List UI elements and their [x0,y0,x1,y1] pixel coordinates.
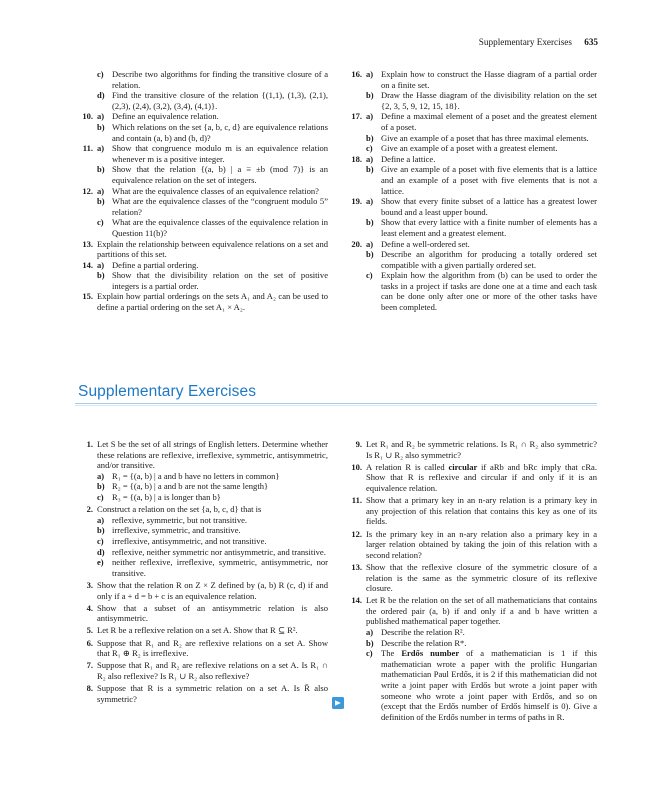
part-text: Describe the relation R². [381,627,465,638]
exercise-number: 2. [86,504,93,515]
exercise-part [344,154,597,165]
part-label: e) [97,557,104,568]
supplementary-right-column [344,439,597,724]
exercise-part [97,481,328,492]
review-questions-left-column [75,69,328,313]
exercise-2 [75,504,328,515]
spacer [344,722,597,724]
part-label: c) [97,491,104,502]
exercise-number: 3. [86,579,93,590]
exercise-text: Let R be a reflexive relation on a set A. Show that R ⊆ R². [97,625,298,636]
part-text [381,648,597,722]
exercise-number: 20. [351,238,362,249]
exercise-number: 12. [351,528,362,539]
exercise-number: 12. [82,185,93,196]
exercise-text: Is the primary key in an n-ary relation also a primary key in a larger relation obtained by taking the join of this relation with a second relation? [366,528,597,560]
part-label: a) [366,69,374,79]
exercise-part [75,143,328,164]
part-label: b) [97,525,105,536]
defined-term: Erdős number [401,648,460,659]
exercise-8 [75,683,328,704]
part-text: What are the equivalence classes of an equivalence relation? [112,185,319,196]
exercise-number: 9. [355,439,362,449]
supplementary-left-column [75,439,328,706]
part-text: Give an example of a poset that has three maximal elements. [381,132,589,143]
exercise-part [97,196,328,217]
exercise-5 [75,625,328,636]
part-label: b) [366,132,374,143]
exercise-text: Show that a subset of an antisymmetric relation is also antisymmetric. [97,602,328,624]
part-label: c) [366,143,373,154]
exercise-number: 16. [351,69,362,79]
exercise-number: 14. [351,595,362,606]
exercise-text: Suppose that R₁ and R₂ are reflexive relations on a set A. Show that R₁ ⊕ R₂ is irreflexive. [97,637,328,659]
exercise-number: 5. [86,625,93,636]
part-label: c) [366,270,373,281]
part-text: Show that every finite subset of a lattice has a greatest lower bound and a least upper bound. [381,196,597,217]
part-label: d) [97,546,105,557]
part-text: Explain how to construct the Hasse diagram of a partial order on a finite set. [381,69,597,90]
exercise-number: 6. [86,637,93,648]
part-label: b) [97,121,105,132]
exercise-text: Explain the relationship between equivalence relations on a set and partitions of this set. [97,238,328,260]
part-label: b) [366,90,374,101]
part-text: Which relations on the set {a, b, c, d} are equivalence relations and contain (a, b) and (b, d)? [112,121,328,143]
part-text: Define a maximal element of a poset and the greatest element of a poset. [381,111,597,132]
part-label: a) [97,111,105,122]
exercise-part [366,249,597,270]
exercise-3 [75,580,328,601]
exercise-text: Let R be the relation on the set of all mathematicians that contains the ordered pair (a, b) if and only if a and b have written a published mathematical paper together. [366,595,597,627]
exercise-text: Construct a relation on the set {a, b, c, d} that is [97,504,262,515]
spacer [75,704,328,706]
part-label: b) [97,481,105,492]
part-label: b) [97,270,105,281]
exercise-text: Let R₁ and R₂ be symmetric relations. Is R₁ ∩ R₂ also symmetric? Is R₁ ∪ R₂ also symmetric? [366,439,597,460]
exercise-part [75,260,328,271]
exercise-part [344,239,597,250]
part-label: b) [97,196,105,207]
exercise-part [344,69,597,90]
exercise-number: 18. [351,153,362,164]
exercise-part [366,270,597,312]
part-text: R₂ = {(a, b) | a and b are not the same length} [112,481,269,492]
exercise-number: 10. [351,461,362,472]
exercise-part [97,492,328,503]
exercise-part [97,270,328,291]
exercise-number: 7. [86,660,93,671]
text-fragment: of a mathematician is 1 if this mathematician wrote a paper with the prolific Hungarian mathematician Paul Erdős, it is 2 if this mathematician did not write a joint paper with Erdős but wrote a joint paper with someone who wrote a joint paper with Erdős, and so on (except that the Erdős number of Erdős himself is 0). Give a definition of the Erdős number in terms of paths in R. [381,648,597,722]
part-label: a) [366,627,374,638]
part-text: Define a partial ordering. [112,259,199,270]
part-text: irreflexive, antisymmetric, and not transitive. [112,535,267,546]
page-number: 635 [584,37,598,47]
part-text: Give an example of a poset with a greatest element. [381,143,558,154]
section-heading: Supplementary Exercises [78,383,257,400]
part-text: neither reflexive, irreflexive, symmetric, antisymmetric, nor transitive. [112,557,328,578]
exercise-number: 14. [82,259,93,270]
exercise-part [366,648,597,722]
part-text: Define an equivalence relation. [112,111,219,122]
part-text: R₃ = {(a, b) | a is longer than b} [112,491,221,502]
exercise-part [97,90,328,111]
part-label: d) [97,90,105,101]
part-label: a) [366,111,374,122]
exercise-number: 11. [82,143,93,154]
exercise-text: Show that a primary key in an n-ary relation is a primary key in any projection of this relation that contains this key as one of its fields. [366,495,597,527]
exercise-part [97,557,328,578]
part-label: a) [97,185,105,196]
section-rule-secondary [75,405,597,406]
part-label: b) [366,249,374,260]
part-text: What are the equivalence classes of the “congruent modulo 5” relation? [112,196,328,217]
exercise-text: Suppose that R is a symmetric relation on a set A. Is R̄ also symmetric? [97,683,328,704]
part-text: R₁ = {(a, b) | a and b have no letters in common} [112,470,280,481]
running-header [479,37,598,47]
part-label: a) [366,153,374,164]
part-label: a) [97,143,105,154]
web-link-icon[interactable] [332,697,344,709]
exercise-part [97,217,328,238]
part-text: Define a lattice. [381,153,436,164]
exercise-4 [75,603,328,624]
part-label: c) [366,648,373,659]
exercise-part [366,638,597,649]
exercise-number: 17. [351,111,362,122]
exercise-13 [75,239,328,260]
exercise-number: 13. [82,238,93,249]
part-label: a) [366,196,374,207]
exercise-part [366,90,597,111]
exercise-part [97,122,328,143]
part-text: Describe an algorithm for producing a totally ordered set compatible with a given partially ordered set. [381,249,597,270]
exercise-part [366,627,597,638]
exercise-part [344,111,597,132]
exercise-part [366,164,597,196]
part-text: Explain how the algorithm from (b) can be used to order the tasks in a project if tasks are done one at a time and each task can be done only after one or more of the other tasks have been completed. [381,270,597,313]
text-fragment: The [381,648,402,659]
section-rule [75,403,597,404]
exercise-text [366,462,597,493]
part-text: Show that every lattice with a finite number of elements has a least element and a greatest element. [381,217,597,238]
exercise-number: 13. [351,561,362,572]
part-text: What are the equivalence classes of the equivalence relation in Question 11(b)? [112,217,328,238]
exercise-part [366,217,597,238]
text-fragment: if aRb and bRc imply that cRa. Show that R is reflexive and circular if and only if it is an equivalence relation. [366,461,597,493]
part-label: a) [97,259,105,270]
exercise-14 [344,595,597,627]
exercise-10 [344,462,597,494]
exercise-part [97,525,328,536]
part-label: a) [97,470,105,481]
exercise-part [97,547,328,558]
part-label: b) [366,164,374,175]
part-text: Show that the relation {(a, b) | a ≡ ±b (mod 7)} is an equivalence relation on the set of integers. [112,164,328,185]
exercise-part [97,515,328,526]
exercise-number: 1. [86,439,93,449]
exercise-1 [75,439,328,471]
exercise-part [97,471,328,482]
part-text: Describe two algorithms for finding the transitive closure of a relation. [112,69,328,90]
part-label: c) [97,69,104,79]
exercise-part [97,69,328,90]
text-fragment: A relation R is called [366,461,449,472]
defined-term: circular [448,461,478,472]
exercise-13 [344,562,597,594]
part-label: c) [97,535,104,546]
exercise-text: Show that the reflexive closure of the symmetric closure of a relation is the same as the symmetric closure of its reflexive closure. [366,561,597,594]
exercise-11 [344,495,597,527]
exercise-number: 8. [86,683,93,694]
part-label: a) [366,238,374,249]
exercise-12 [344,529,597,561]
exercise-7 [75,660,328,681]
part-text: Define a well-ordered set. [381,238,470,249]
part-text: Describe the relation R*. [381,637,467,648]
part-text: Show that congruence modulo m is an equivalence relation whenever m is a positive integer. [112,143,328,164]
exercise-text: Explain how partial orderings on the sets A₁ and A₂ can be used to define a partial ordering on the set A₁ × A₂. [97,291,328,313]
exercise-15 [75,291,328,312]
exercise-number: 15. [82,291,93,302]
part-text: Find the transitive closure of the relation {(1,1), (1,3), (2,1), (2,3), (2,4), (3,2), (3,4), (4,1)}. [112,90,328,111]
part-text: Draw the Hasse diagram of the divisibility relation on the set {2, 3, 5, 9, 12, 15, 18}. [381,90,597,111]
exercise-text: Show that the relation R on Z × Z defined by (a, b) R (c, d) if and only if a + d = b + c is an equivalence relation. [97,579,328,601]
exercise-number: 10. [82,111,93,122]
exercise-6 [75,638,328,659]
exercise-number: 4. [86,602,93,613]
exercise-9 [344,439,597,460]
exercise-text: Suppose that R₁ and R₂ are reflexive relations on a set A. Is R₁ ∩ R₂ also reflexive? Is R₁ ∪ R₂ also reflexive? [97,660,328,682]
exercise-part [75,186,328,197]
part-text: irreflexive, symmetric, and transitive. [112,525,241,536]
part-label: c) [97,217,104,228]
part-text: Show that the divisibility relation on the set of positive integers is a partial order. [112,270,328,291]
exercise-part [97,536,328,547]
part-text: Give an example of a poset with five elements that is a lattice and an example of a poset with five elements that is not a lattice. [381,164,597,196]
exercise-part [75,111,328,122]
part-text: reflexive, neither symmetric nor antisymmetric, and transitive. [112,546,326,557]
exercise-number: 19. [351,196,362,207]
exercise-part [97,164,328,185]
exercise-part [366,133,597,144]
part-label: b) [366,217,374,228]
exercise-part [344,196,597,217]
exercise-number: 11. [351,495,362,506]
part-label: a) [97,514,105,525]
review-questions-right-column [344,69,597,313]
exercise-text: Let S be the set of all strings of English letters. Determine whether these relations are reflexive, irreflexive, symmetric, antisymmetric, and/or transitive. [97,439,328,471]
part-label: b) [97,164,105,175]
running-title: Supplementary Exercises [478,37,572,47]
part-label: b) [366,637,374,648]
exercise-part [366,143,597,154]
part-text: reflexive, symmetric, but not transitive. [112,514,248,525]
